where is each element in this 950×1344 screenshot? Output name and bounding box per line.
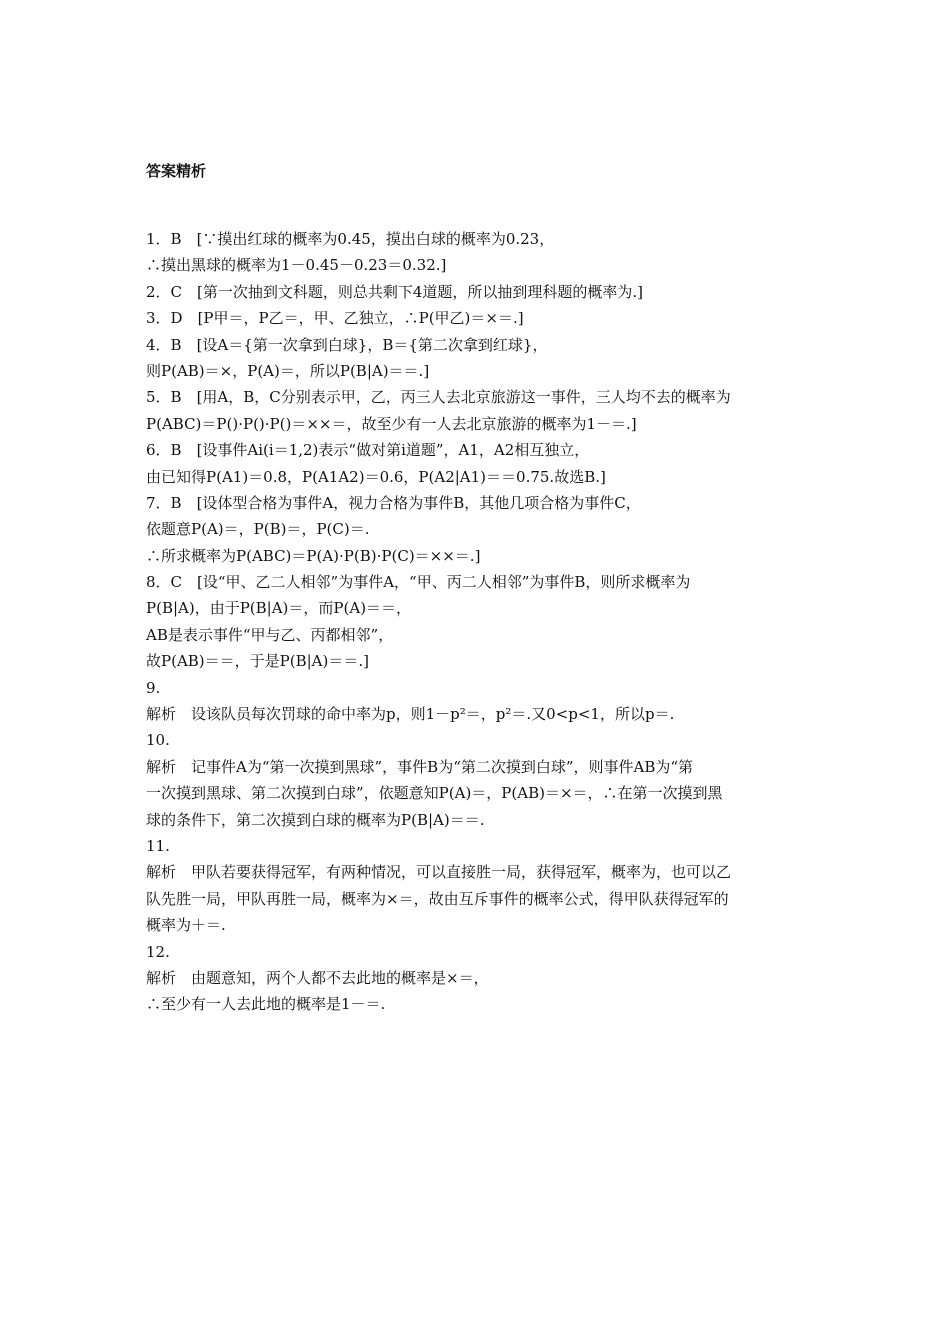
text-line: 故P(AB)＝＝，于是P(B|A)＝＝.] (146, 652, 369, 671)
text-line: 则P(AB)＝×，P(A)＝，所以P(B|A)＝＝.] (146, 361, 430, 380)
text-line: 概率为＋＝. (146, 916, 226, 935)
text-line: P(ABC)＝P()·P()·P()＝××＝，故至少有一人去北京旅游的概率为1－＝.] (146, 414, 637, 433)
text-line: 依题意P(A)＝，P(B)＝，P(C)＝. (146, 520, 370, 539)
text-line: P(B|A)，由于P(B|A)＝，而P(A)＝＝， (146, 599, 412, 618)
text-line: 解析 记事件A为“第一次摸到黑球”，事件B为“第二次摸到白球”，则事件AB为“第 (146, 757, 694, 776)
text-line: 球的条件下，第二次摸到白球的概率为P(B|A)＝＝. (146, 810, 485, 829)
text-line: 11. (146, 836, 170, 855)
text-line: 9. (146, 678, 161, 697)
text-line: 7．B [设体型合格为事件A，视力合格为事件B，其他几项合格为事件C， (146, 493, 641, 512)
text-line: 解析 甲队若要获得冠军，有两种情况，可以直接胜一局，获得冠军，概率为，也可以乙 (146, 863, 732, 882)
text-line: ∴至少有一人去此地的概率是1－＝. (146, 995, 386, 1014)
text-line: 1．B [∵摸出红球的概率为0.45，摸出白球的概率为0.23， (146, 230, 555, 248)
answer-content (146, 226, 808, 1018)
text-line: 6．B [设事件Ai(i＝1,2)表示“做对第i道题”，A1，A2相互独立， (146, 441, 590, 460)
text-line: ∴摸出黑球的概率为1－0.45－0.23＝0.32.] (146, 256, 447, 275)
text-line: 队先胜一局，甲队再胜一局，概率为×＝，故由互斥事件的概率公式，得甲队获得冠军的 (146, 889, 729, 908)
text-line: AB是表示事件“甲与乙、丙都相邻”， (146, 625, 394, 644)
text-line: 3．D [P甲＝，P乙＝，甲、乙独立，∴P(甲乙)＝×＝.] (146, 309, 524, 328)
text-line: ∴所求概率为P(ABC)＝P(A)·P(B)·P(C)＝××＝.] (146, 546, 481, 565)
text-line: 解析 设该队员每次罚球的命中率为p，则1－p²＝，p²＝.又0<p<1，所以p＝. (146, 705, 675, 724)
text-line: 2．C [第一次抽到文科题，则总共剩下4道题，所以抽到理科题的概率为.] (146, 282, 644, 301)
text-line: 5．B [用A，B，C分别表示甲，乙，丙三人去北京旅游这一事件，三人均不去的概率为 (146, 388, 731, 407)
text-line: 解析 由题意知，两个人都不去此地的概率是×＝， (146, 968, 489, 987)
text-line: 一次摸到黑球、第二次摸到白球”，依题意知P(A)＝，P(AB)＝×＝，∴在第一次摸到黑 (146, 784, 723, 803)
text-line: 8．C [设“甲、乙二人相邻”为事件A，“甲、丙二人相邻”为事件B，则所求概率为 (146, 573, 691, 592)
text-line: 10. (146, 731, 170, 750)
text-line: 4．B [设A＝{第一次拿到白球}，B＝{第二次拿到红球}， (146, 335, 548, 354)
page-title: 答案精析 (146, 162, 207, 180)
text-line: 12. (146, 942, 170, 961)
text-line: 由已知得P(A1)＝0.8，P(A1A2)＝0.6，P(A2|A1)＝＝0.75.故选B.] (146, 467, 606, 486)
